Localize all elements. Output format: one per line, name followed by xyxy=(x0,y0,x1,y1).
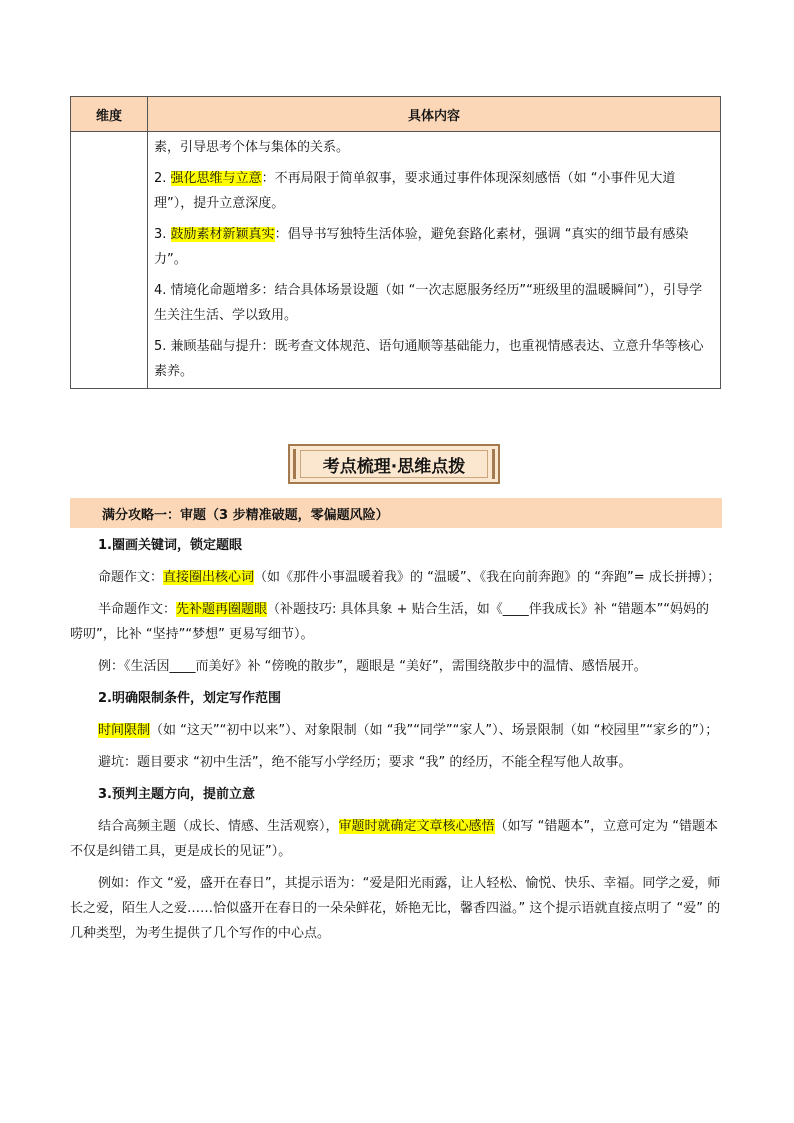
main-content xyxy=(70,531,722,953)
section-title-box xyxy=(288,444,500,484)
section-title: 考点梳理·思维点拨 xyxy=(300,450,488,478)
highlight-text: 鼓励素材新颖真实 xyxy=(170,227,275,242)
dimension-cell xyxy=(71,132,148,389)
list-item: 3. 鼓励素材新颖真实：倡导书写独特生活体验，避免套路化素材，强调 “真实的细节最有感染力”。 xyxy=(154,227,689,267)
highlight-text: 直接圈出核心词 xyxy=(163,570,255,585)
header-content: 具体内容 xyxy=(148,97,721,132)
subheading-3: 3.预判主题方向，提前立意 xyxy=(98,787,255,802)
paragraph: 结合高频主题（成长、情感、生活观察），审题时就确定文章核心感悟（如写 “错题本”，立意可定为 “错题本不仅是纠错工具，更是成长的见证”）。 xyxy=(70,819,719,859)
paragraph: 例：《生活因____而美好》补 “傍晚的散步”，题眼是 “美好”，需围绕散步中的温情、感悟展开。 xyxy=(98,659,647,674)
paragraph: 半命题作文：先补题再圈题眼（补题技巧: 具体具象 + 贴合生活，如《____伴我成长》补 “错题本”“妈妈的唠叨”，比补 “坚持”“梦想” 更易写细节）。 xyxy=(70,602,710,642)
subheading-1: 1.圈画关键词，锁定题眼 xyxy=(98,538,242,553)
highlight-text: 强化思维与立意 xyxy=(170,171,262,186)
list-item: 2. 强化思维与立意：不再局限于简单叙事，要求通过事件体现深刻感悟（如 “小事件见大道理”），提升立意深度。 xyxy=(154,171,676,211)
table-row xyxy=(71,132,721,389)
table-header-row xyxy=(71,97,721,132)
paragraph: 避坑：题目要求 “初中生活”，绝不能写小学经历；要求 “我” 的经历，不能全程写他人故事。 xyxy=(98,755,632,770)
paragraph: 命题作文：直接圈出核心词（如《那件小事温暖着我》的 “温暖”、《我在向前奔跑》的 “奔跑”= 成长拼搏）； xyxy=(98,570,721,585)
paragraph: 例如：作文 “爱，盛开在春日”，其提示语为：“爱是阳光雨露，让人轻松、愉悦、快乐、幸福。同学之爱，师长之爱，陌生人之爱……恰似盛开在春日的一朵朵鲜花，娇艳无比，馨香四溢。” 这个提示语就直接点明了 “爱” 的几种类型，为考生提供了几个写作的中心点。 xyxy=(70,876,721,941)
content-cell xyxy=(148,132,721,389)
highlight-text: 审题时就确定文章核心感悟 xyxy=(338,819,495,834)
content-table xyxy=(70,96,721,389)
list-item: 4. 情境化命题增多：结合具体场景设题（如 “一次志愿服务经历”“班级里的温暖瞬间”），引导学生关注生活、学以致用。 xyxy=(154,283,703,323)
highlight-text: 先补题再圈题眼 xyxy=(176,602,268,617)
row-lead-text: 素，引导思考个体与集体的关系。 xyxy=(154,140,350,155)
paragraph: 时间限制（如 “这天”“初中以来”）、对象限制（如 “我”“同学”“家人”）、场景限制（如 “校园里”“家乡的”）； xyxy=(98,723,719,738)
subheading-2: 2.明确限制条件，划定写作范围 xyxy=(98,691,281,706)
strategy-banner: 满分攻略一：审题（3 步精准破题，零偏题风险） xyxy=(70,498,722,528)
list-item: 5. 兼顾基础与提升：既考查文体规范、语句通顺等基础能力，也重视情感表达、立意升华等核心素养。 xyxy=(154,339,704,379)
header-dimension: 维度 xyxy=(71,97,148,132)
highlight-text: 时间限制 xyxy=(98,723,151,738)
